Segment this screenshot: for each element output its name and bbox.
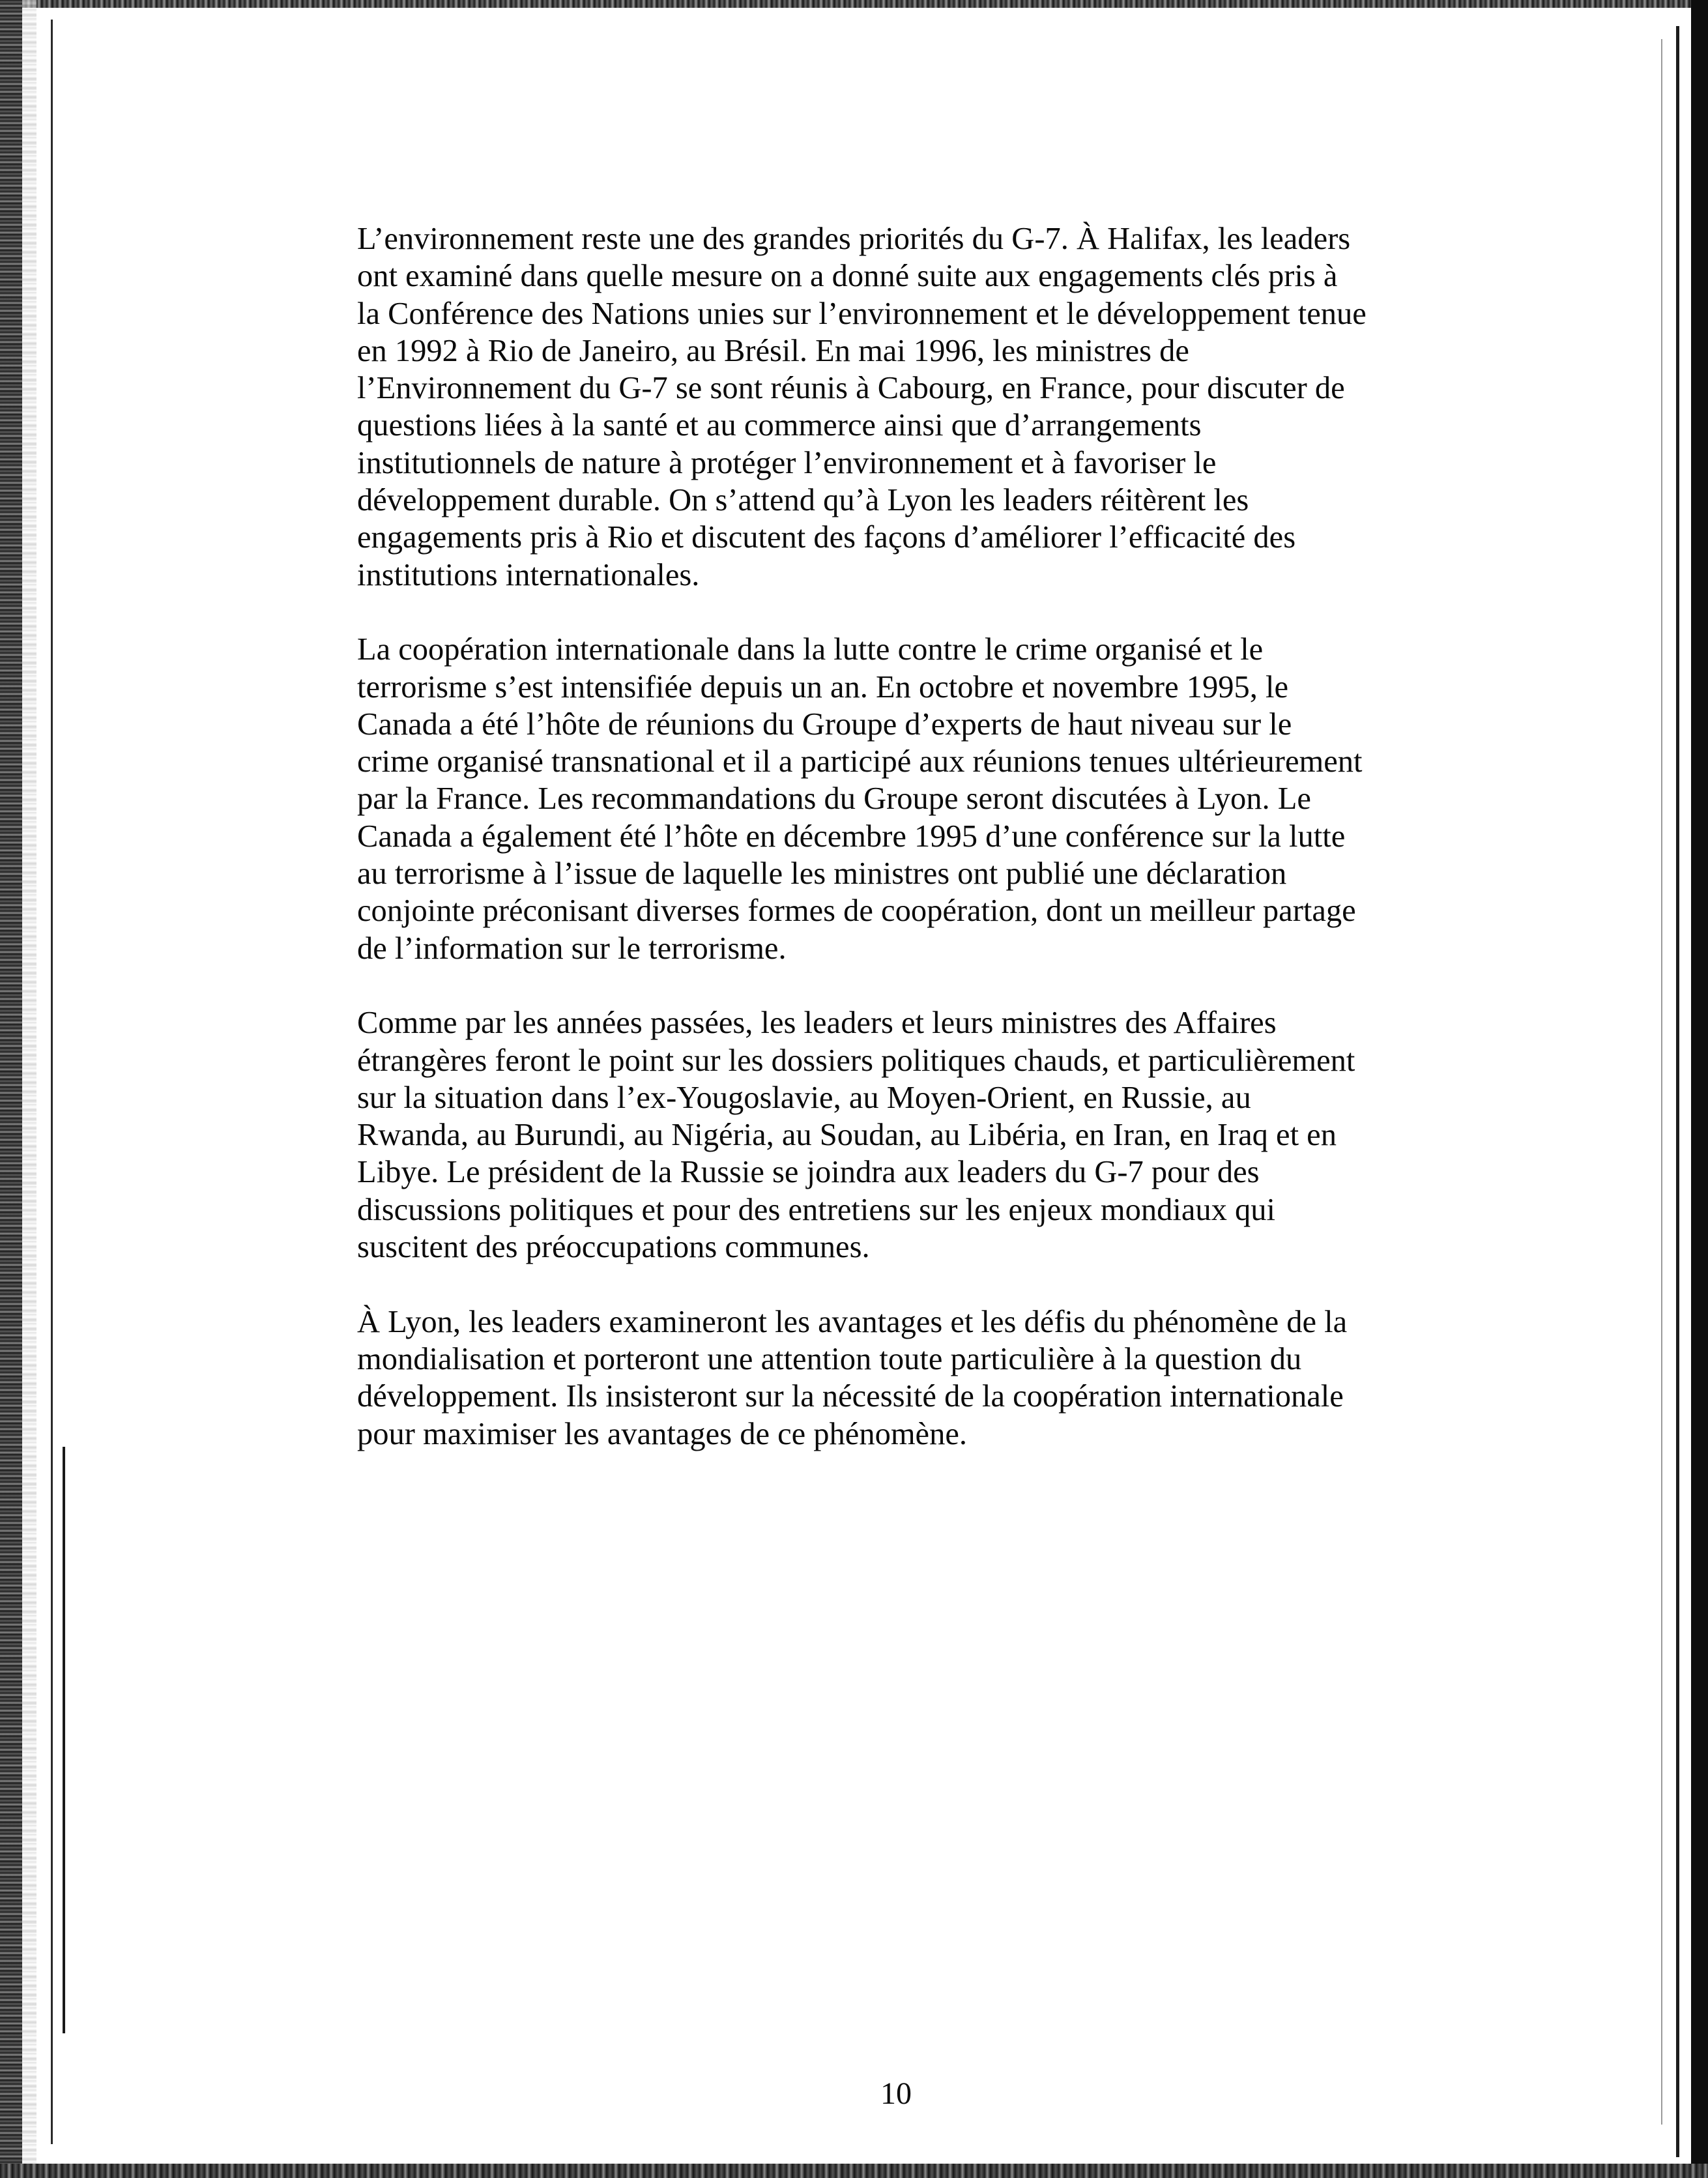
paragraph-environment: L’environnement reste une des grandes priorités du G-7. À Halifax, les leaders ont examiné dans quelle mesure on a donné suite aux engagements clés pris à la Conférence des Nations unies sur l’environnement et le développement tenue en 1992 à Rio de Janeiro, au Brésil. En mai 1996, les ministres de l’Environnement du G-7 se sont réunis à Cabourg, en France, pour discuter de questions liées à la santé et au commerce ainsi que d’arrangements institutionnels de nature à protéger l’environnement et à favoriser le développement durable. On s’attend qu’à Lyon les leaders réitèrent les engagements pris à Rio et discutent des façons d’améliorer l’efficacité des institutions internationales. xyxy=(357,222,1367,592)
scan-edge-top xyxy=(0,0,1708,8)
scan-right-rule xyxy=(1676,26,1679,2157)
page-number: 10 xyxy=(880,2076,912,2111)
scan-edge-left xyxy=(0,0,22,2178)
scan-edge-right xyxy=(1691,0,1708,2178)
paragraph-crime-terrorism: La coopération internationale dans la lutte contre le crime organisé et le terrorisme s’est intensifiée depuis un an. En octobre et novembre 1995, le Canada a été l’hôte de réunions du Groupe d’experts de haut niveau sur le crime organisé transnational et il a participé aux réunions tenues ultérieurement par la France. Les recommandations du Groupe seront discutées à Lyon. Le Canada a également été l’hôte en décembre 1995 d’une conférence sur la lutte au terrorisme à l’issue de laquelle les ministres ont publié une déclaration conjointe préconisant diverses formes de coopération, dont un meilleur partage de l’information sur le terrorisme. xyxy=(357,632,1363,966)
scan-left-rule-lower xyxy=(63,1447,65,2033)
scan-edge-left-inner xyxy=(22,0,36,2178)
paragraph-globalization: À Lyon, les leaders examineront les avantages et les défis du phénomène de la mondialisation et porteront une attention toute particulière à la question du développement. Ils insisteront sur la nécessité de la coopération internationale pour maximiser les avantages de ce phénomène. xyxy=(357,1304,1348,1451)
paragraph-political-issues: Comme par les années passées, les leaders et leurs ministres des Affaires étrangères feront le point sur les dossiers politiques chauds, et particulièrement sur la situation dans l’ex-Yougoslavie, au Moyen-Orient, en Russie, au Rwanda, au Burundi, au Nigéria, au Soudan, au Libéria, en Iran, en Iraq et en Libye. Le président de la Russie se joindra aux leaders du G-7 pour des discussions politiques et pour des entretiens sur les enjeux mondiaux qui suscitent des préoccupations communes. xyxy=(357,1006,1355,1265)
page-body xyxy=(357,220,1465,1490)
scan-edge-bottom xyxy=(0,2164,1708,2178)
scan-right-rule-thin xyxy=(1661,39,1662,2125)
scan-left-rule xyxy=(51,20,53,2144)
